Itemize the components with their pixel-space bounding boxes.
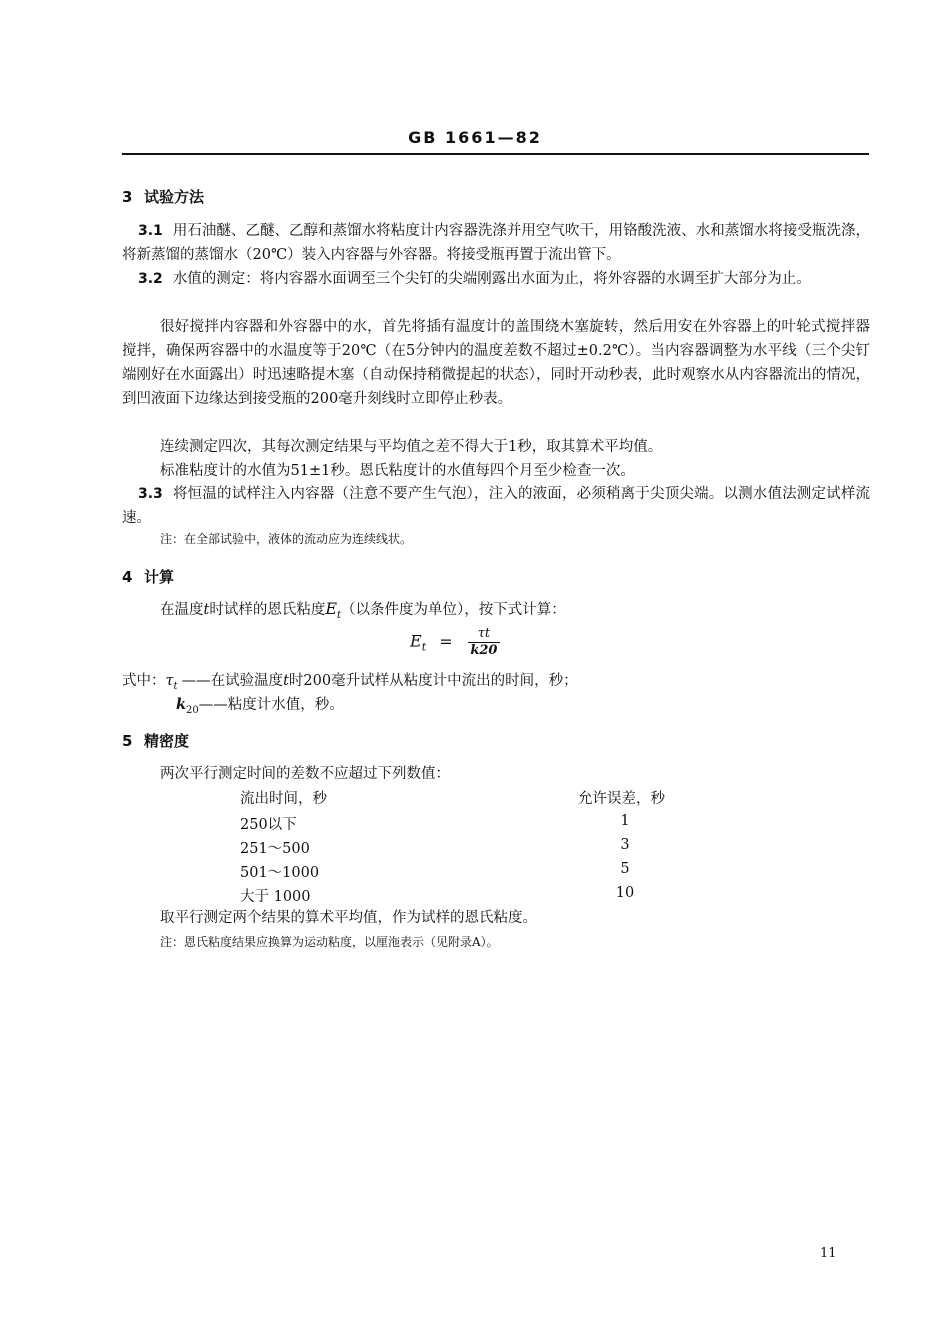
table-header-error: 允许误差，秒 — [578, 791, 665, 807]
clause-3-2-number: 3.2 — [138, 271, 163, 287]
where-k-text: ——粘度计水值，秒。 — [198, 697, 344, 713]
clause-3-1-text: 用石油醚、乙醚、乙醇和蒸馏水将粘度计内容器洗涤并用空气吹干，用铬酸洗液、水和蒸馏水将接受瓶洗涤，将新蒸馏的蒸馏水（20℃）装入内容器与外容器。将接受瓶再置于流出管下。 — [122, 223, 870, 263]
table-header-time: 流出时间，秒 — [240, 791, 327, 807]
precision-conclusion: 取平行测定两个结果的算术平均值，作为试样的恩氏粘度。 — [160, 910, 537, 926]
where-tau-text-b: 时200毫升试样从粘度计中流出的时间，秒； — [288, 673, 578, 689]
table-row-time: 250以下 — [240, 817, 297, 833]
page-number: 11 — [820, 1246, 837, 1261]
standard-code-header: GB 1661—82 — [408, 128, 542, 147]
clause-3-2-paragraph-4: 标准粘度计的水值为51±1秒。恩氏粘度计的水值每四个月至少检查一次。 — [160, 463, 635, 479]
clause-3-3 — [122, 482, 870, 530]
where-tau-dash: —— — [181, 673, 211, 689]
clause-3-1 — [122, 219, 870, 267]
where-k-line — [176, 693, 344, 723]
where-k-sub: 20 — [186, 704, 199, 716]
where-tau-sub: t — [173, 680, 178, 692]
section-4-heading — [122, 566, 174, 587]
table-row-error: 1 — [620, 813, 630, 829]
clause-3-2-text: 水值的测定：将内容器水面调至三个尖钉的尖端刚露出水面为止，将外容器的水调至扩大部分为止。 — [172, 271, 811, 287]
viscosity-formula — [410, 626, 500, 658]
calculation-intro — [160, 597, 566, 628]
intro-variable-E: E — [325, 599, 338, 618]
formula-equals: = — [439, 631, 453, 651]
formula-fraction — [468, 626, 500, 658]
section-3-title: 试验方法 — [144, 188, 205, 206]
formula-denominator: k20 — [470, 643, 498, 658]
intro-text-c: （以条件度为单位），按下式计算： — [341, 602, 566, 618]
formula-lhs-sub: t — [421, 640, 427, 654]
clause-3-1-number: 3.1 — [138, 223, 163, 239]
formula-numerator: τt — [468, 626, 500, 643]
where-tau-symbol: τ — [165, 673, 174, 689]
table-row-error: 5 — [620, 861, 630, 877]
section-3-note: 注：在全部试验中，液体的流动应为连续线状。 — [160, 532, 413, 546]
intro-text-b: 时试样的恩氏粘度 — [209, 602, 326, 618]
clause-3-2 — [122, 267, 870, 291]
section-5-note: 注：恩氏粘度结果应换算为运动粘度，以厘沲表示（见附录A）。 — [160, 935, 499, 949]
section-3-heading — [122, 186, 204, 207]
where-k-symbol: k — [176, 696, 187, 713]
where-tau-variable-t: t — [283, 673, 289, 689]
table-row-time: 501～1000 — [240, 865, 320, 881]
intro-variable-t: t — [203, 602, 210, 618]
table-row-time: 251～500 — [240, 841, 310, 857]
clause-3-2-paragraph-2: 很好搅拌内容器和外容器中的水，首先将插有温度计的盖围绕木塞旋转，然后用安在外容器上的叶轮式搅拌器搅拌，确保两容器中的水温度等于20℃（在5分钟内的温度差数不超过±0.2℃）。当内容器调整为水平线（三个尖钉端刚好在水面露出）时迅速略提木塞（自动保持稍微提起的状态），同时开动秒表，此时观察水从内容器流出的情况，到凹液面下边缘达到接受瓶的200毫升刻线时立即停止秒表。 — [122, 319, 870, 407]
table-row-error: 10 — [615, 885, 635, 901]
clause-3-2-paragraph-3: 连续测定四次，其每次测定结果与平均值之差不得大于1秒，取其算术平均值。 — [160, 439, 663, 455]
clause-3-3-text: 将恒温的试样注入内容器（注意不要产生气泡），注入的液面，必须稍离于尖顶尖端。以测水值法测定试样流速。 — [122, 486, 870, 526]
section-5-number: 5 — [122, 732, 133, 750]
where-label: 式中： — [122, 673, 166, 689]
formula-lhs: E — [410, 631, 422, 651]
where-tau-text-a: 在试验温度 — [210, 673, 284, 689]
table-row-error: 3 — [620, 837, 630, 853]
section-3-number: 3 — [122, 188, 133, 206]
clause-3-3-number: 3.3 — [138, 486, 163, 502]
intro-text-a: 在温度 — [160, 602, 204, 618]
intro-variable-E-sub: t — [337, 609, 342, 621]
header-rule — [122, 153, 869, 155]
section-4-title: 计算 — [144, 568, 175, 586]
table-row-time: 大于 1000 — [240, 889, 311, 905]
section-5-heading — [122, 730, 189, 751]
precision-intro: 两次平行测定时间的差数不应超过下列数值： — [160, 766, 450, 782]
section-4-number: 4 — [122, 568, 133, 586]
section-5-title: 精密度 — [144, 732, 190, 750]
